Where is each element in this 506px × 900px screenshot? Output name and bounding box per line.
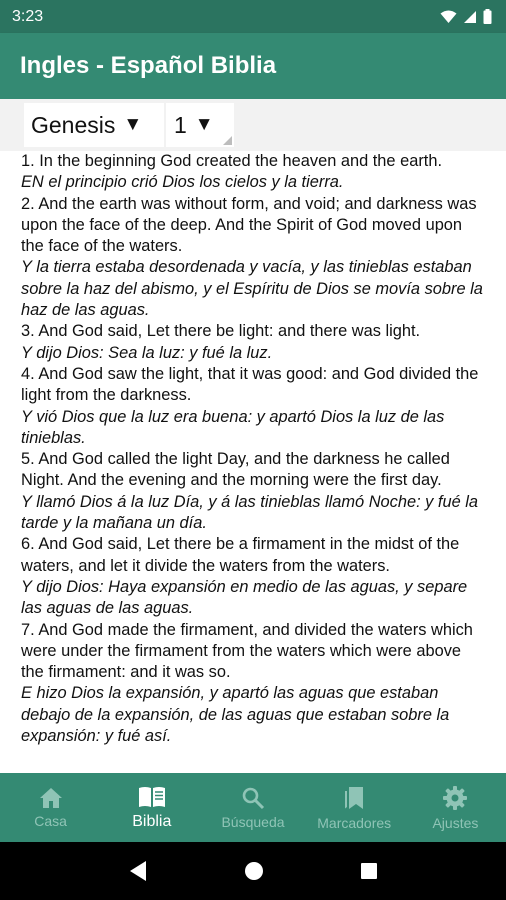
search-icon (241, 786, 265, 810)
nav-settings-label: Ajustes (432, 814, 479, 831)
verse-english: 5. And God called the light Day, and the darkness he called Night. And the evening and the morning were the first day. (21, 450, 450, 490)
home-circle-icon[interactable] (244, 861, 264, 881)
nav-search-label: Búsqueda (221, 813, 285, 830)
nav-bookmarks[interactable] (304, 773, 405, 842)
verse-english: 3. And God said, Let there be light: and there was light. (21, 322, 421, 341)
selector-row (0, 99, 506, 151)
wifi-icon (440, 10, 457, 24)
verse-spanish: E hizo Dios la expansión, y apartó las aguas que estaban debajo de la expansión, de las aguas que estaban sobre la expansión: y fué así. (21, 684, 450, 746)
dropdown-arrow-icon: ▼ (194, 114, 214, 135)
nav-search[interactable] (202, 773, 303, 842)
nav-bookmarks-label: Marcadores (317, 814, 392, 831)
status-icons (440, 9, 492, 24)
verse-spanish: Y dijo Dios: Haya expansión en medio de las aguas, y separe las aguas de las aguas. (21, 577, 468, 618)
recents-icon[interactable] (360, 862, 378, 880)
verse-item[interactable] (21, 534, 488, 619)
verse-item[interactable] (21, 449, 488, 534)
spinner-corner-icon (223, 136, 232, 145)
book-dropdown[interactable] (24, 103, 164, 147)
nav-settings[interactable] (405, 773, 506, 842)
back-icon[interactable] (128, 860, 148, 882)
verse-item[interactable] (21, 151, 488, 194)
verse-spanish: Y la tierra estaba desordenada y vacía, y las tinieblas estaban sobre la haz del abismo, y el Espíritu de Dios se movía sobre la haz de las aguas. (21, 258, 483, 320)
chapter-dropdown-value: 1 (174, 111, 187, 138)
verse-spanish: EN el principio crió Dios los cielos y la tierra. (21, 173, 344, 192)
nav-bible[interactable] (101, 773, 202, 842)
verse-english: 6. And God said, Let there be a firmament in the midst of the waters, and let it divide the waters from the waters. (21, 535, 460, 575)
verse-spanish: Y dijo Dios: Sea la luz: y fué la luz. (21, 343, 273, 362)
bottom-navigation (0, 773, 506, 842)
status-bar (0, 0, 506, 33)
home-icon (39, 787, 63, 809)
status-time: 3:23 (12, 7, 44, 25)
nav-bible-label: Biblia (132, 812, 172, 830)
verse-english: 1. In the beginning God created the heaven and the earth. (21, 152, 443, 170)
signal-icon (463, 10, 477, 24)
verse-spanish: Y vió Dios que la luz era buena: y apartó Dios la luz de las tinieblas. (21, 407, 445, 447)
gear-icon (442, 785, 468, 811)
open-book-icon (137, 785, 167, 809)
bookmarks-icon (341, 785, 367, 811)
verse-english: 4. And God saw the light, that it was good: and God divided the light from the darkness. (21, 364, 479, 405)
verse-item[interactable] (21, 321, 488, 364)
verse-spanish: Y llamó Dios á la luz Día, y á las tinieblas llamó Noche: y fué la tarde y la mañana un día. (21, 492, 479, 533)
system-navigation-bar (0, 842, 506, 900)
book-dropdown-value: Genesis (31, 111, 116, 138)
verse-item[interactable] (21, 364, 488, 449)
verse-item[interactable] (21, 194, 488, 322)
nav-home[interactable] (0, 773, 101, 842)
app-bar (0, 33, 506, 99)
battery-icon (483, 9, 492, 24)
dropdown-arrow-icon: ▼ (123, 114, 143, 135)
chapter-dropdown[interactable] (166, 103, 234, 147)
verse-list[interactable] (0, 151, 506, 773)
verse-english: 2. And the earth was without form, and void; and darkness was upon the face of the deep. And the Spirit of God moved upon the face of the waters. (21, 194, 477, 256)
verse-item[interactable] (21, 620, 488, 748)
verse-english: 7. And God made the firmament, and divided the waters which were under the firmament from the waters which were above the firmament: and it was so. (21, 620, 473, 682)
nav-home-label: Casa (34, 812, 67, 829)
app-title: Ingles - Español Biblia (20, 52, 277, 79)
